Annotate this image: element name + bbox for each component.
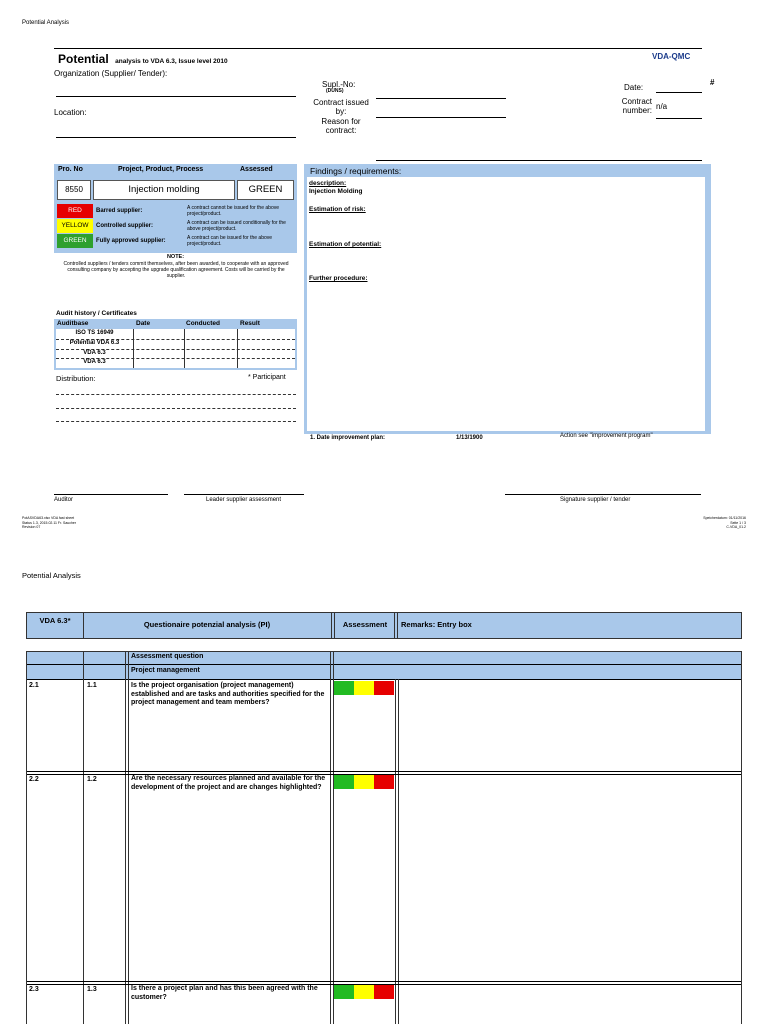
page-header-label: Potential Analysis [22,571,81,580]
contract-number-value: n/a [656,102,668,111]
legend-yellow-text: A contract can be issued conditionally for the above project/product. [187,220,286,232]
audit-table [54,319,297,370]
audit-row: ISO TS 16949 [75,330,114,336]
note-title: NOTE: [166,254,185,260]
legend-green-text: A contract can be issued for the above project/product. [187,235,273,247]
reason-label: Reason for contract: [321,117,361,135]
footer-right-line: Seite 1 / 3 [730,520,746,525]
footer-left-line: Revision 07 [22,525,41,529]
footer-right-line: Speicherdatum: 01/11/2016 [703,516,746,520]
audit-header-base: Auditbase [57,320,89,327]
assessment-question: Is the project organisation (project management) established and are tasks and authorities specified for the project management and team members? [131,682,325,706]
date-label: Date: [624,83,644,92]
row-sub-number: 1.3 [87,986,97,993]
project-value: Injection molding [93,180,235,200]
rating-yellow[interactable] [354,681,374,695]
date-field[interactable] [656,92,702,93]
footer-right [680,516,746,530]
distribution-line[interactable] [56,421,296,422]
findings-title: Findings / requirements: [310,166,402,176]
form-title-small: analysis to VDA 6.3, Issue level 2010 [115,58,228,65]
assessed-header: Assessed [240,166,273,173]
distribution-line[interactable] [56,394,296,395]
questionnaire-table [26,651,742,1024]
supl-no-field[interactable] [376,98,506,99]
legend-red-swatch: RED [57,204,93,218]
assessment-question-label: Assessment question [131,653,204,660]
footer-left-line: PotASVDA63.xlsx VDA fast sheet [22,516,75,520]
rating-yellow[interactable] [354,775,374,789]
distribution-line[interactable] [56,408,296,409]
description-label: description: [309,180,347,187]
audit-body [56,329,295,368]
assessment-column-header: Assessment [342,620,388,629]
audit-row: Potential VDA 6.3 [69,340,120,346]
organization-field[interactable] [56,96,296,97]
legend-green-swatch: GREEN [57,234,93,248]
project-header: Project, Product, Process [118,166,204,173]
pro-no-value: 8550 [57,180,91,200]
reason-field[interactable] [376,160,702,161]
location-field[interactable] [56,137,296,138]
rating-green[interactable] [334,681,354,695]
risk-label: Estimation of risk: [309,206,366,213]
note-text: Controlled suppliers / tenders commit themselves, after been awarded, to cooperate with an approved consulting company by accepting the upgrade qualification agreement. Costs will be carried by the supplier. [63,261,289,279]
rating-red[interactable] [374,775,394,789]
page-header-label: Potential Analysis [22,20,70,26]
signature-label: Signature supplier / tender [560,497,631,503]
vda-column-header: VDA 6.3* [39,616,71,625]
rating-red[interactable] [374,985,394,999]
auditor-signature-line[interactable] [54,494,168,495]
questionnaire-column-header: Questionaire potenzial analysis (PI) [143,620,271,629]
row-number: 2.1 [29,682,39,689]
distribution-label: Distribution: [56,374,96,383]
rating-green[interactable] [334,985,354,999]
audit-header-date: Date [136,320,151,327]
leader-label: Leader supplier assessment [206,497,282,503]
legend-yellow-label: Controlled supplier: [96,223,153,229]
assessed-value: GREEN [237,180,294,200]
remarks-entry-box[interactable] [400,775,738,979]
footer-left [22,516,76,530]
contract-issued-label: Contract issued by: [313,98,369,116]
assessment-question: Is there a project plan and has this been agreed with the customer? [131,985,318,1001]
leader-signature-line[interactable] [184,494,304,495]
remarks-entry-box[interactable] [400,985,738,1023]
form-title [58,50,228,68]
row-sub-number: 1.1 [87,682,97,689]
row-sub-number: 1.2 [87,776,97,783]
contract-number-field[interactable] [656,118,702,119]
legend-yellow-swatch: YELLOW [57,219,93,233]
auditor-label: Auditor [54,497,74,503]
description-value: Injection Molding [309,188,363,195]
location-label: Location: [54,108,87,117]
further-procedure-label: Further procedure: [309,275,368,282]
section-label: Project management [131,667,200,674]
action-text: Action see "improvement program" [560,433,653,439]
participant-label: * Participant [248,374,286,381]
legend-red-label: Barred supplier: [96,208,143,214]
legend-red-text: A contract cannot be issued for the above project/product. [187,205,280,217]
contract-issued-field[interactable] [376,117,506,118]
hash-mark: # [710,78,715,87]
potential-label: Estimation of potential: [309,241,382,248]
rating-yellow[interactable] [354,985,374,999]
footer-left-line: Status 1.3, 2015.02.11 Fr. Saucher [22,520,77,525]
form-title-big: Potential [58,52,109,66]
findings-panel [304,164,711,434]
audit-title: Audit history / Certificates [56,310,137,317]
rating-green[interactable] [334,775,354,789]
duns-label: (DUNS) [326,88,344,94]
remarks-column-header: Remarks: Entry box [401,620,472,629]
row-number: 2.3 [29,986,39,993]
findings-box[interactable] [307,177,705,431]
contract-number-label: Contract number: [621,97,652,115]
audit-row: VDA 6.3 [83,350,106,356]
date-improvement-value: 1/13/1900 [456,435,483,441]
audit-header-conducted: Conducted [186,320,220,327]
questionnaire-header [26,612,742,639]
legend-green-label: Fully approved supplier: [96,238,166,244]
assessment-panel [54,164,297,253]
organization-label: Organization (Supplier/ Tender): [54,69,168,78]
footer-right-line: C-VDA_01.2 [726,525,746,529]
rating-red[interactable] [374,681,394,695]
vda-qmc-label: VDA-QMC [652,52,691,61]
supl-no-label: Supl.-No: [322,80,356,89]
row-number: 2.2 [29,776,39,783]
assessment-question: Are the necessary resources planned and available for the development of the project and are changes highlighted? [131,775,326,791]
audit-row: VDA 6.3 [83,359,106,365]
audit-header-result: Result [240,320,260,327]
supplier-signature-line[interactable] [505,494,701,495]
pro-no-header: Pro. No [58,166,83,173]
date-improvement-label: 1. Date improvement plan: [310,435,386,441]
remarks-entry-box[interactable] [400,681,738,769]
